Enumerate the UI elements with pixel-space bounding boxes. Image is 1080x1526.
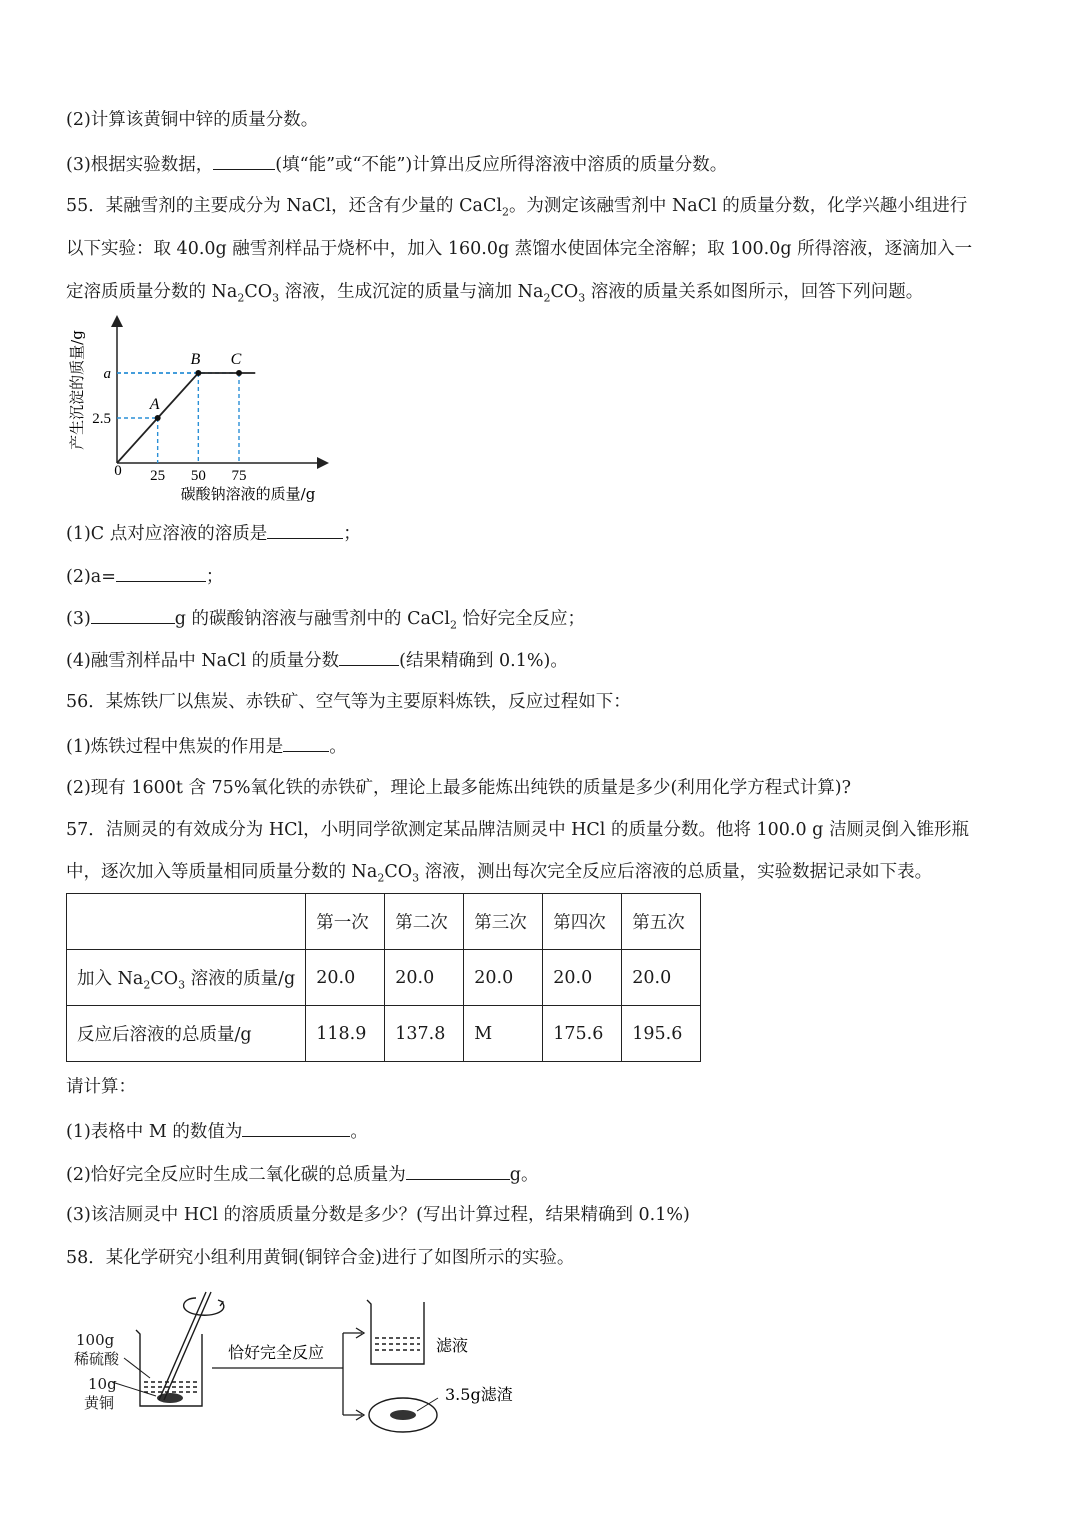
table-header-row (67, 894, 701, 950)
answer-blank[interactable] (91, 605, 175, 624)
q57-stem-line1: 57．洁厕灵的有效成分为 HCl，小明同学欲测定某品牌洁厕灵中 HCl 的质量分数。他将 100.0 g 洁厕灵倒入锥形瓶 (66, 820, 969, 840)
table-row (67, 1006, 701, 1062)
q57-sub1: (1)表格中 M 的数值为 。 (66, 1118, 368, 1144)
point-labels (149, 351, 242, 413)
row-label: 反应后溶液的总质量/g (67, 1006, 306, 1062)
q57-sub2: (2)恰好完全反应时生成二氧化碳的总质量为 g。 (66, 1161, 539, 1187)
table-cell: 195.6 (622, 1006, 701, 1062)
q54-sub2: (2)计算该黄铜中锌的质量分数。 (66, 110, 319, 130)
q55-sub2: (2)a= ； (66, 563, 223, 589)
table-cell: M (464, 1006, 543, 1062)
x-tick-label: 25 (150, 468, 166, 484)
table-header-cell: 第五次 (622, 894, 701, 950)
q57-calc-label: 请计算： (66, 1077, 136, 1097)
brass-mass-label: 10g (88, 1375, 117, 1393)
brass-name-label: 黄铜 (84, 1394, 115, 1412)
answer-blank[interactable] (242, 1118, 350, 1137)
point-label-C: C (230, 351, 242, 368)
filtrate-label: 滤液 (436, 1336, 469, 1355)
origin-label: 0 (114, 463, 122, 479)
q55-stem-line3: 定溶质质量分数的 $Na_2CO_3$ 溶液，生成沉淀的质量与滴加 $Na_2CO_3$ 溶液的质量关系如图所示，回答下列问题。 (66, 282, 924, 305)
q54-sub3: (3)根据实验数据， (填“能”或“不能”)计算出反应所得溶液中溶质的质量分数。 (66, 151, 727, 177)
point-label-B: B (190, 351, 201, 368)
filtrate-beaker-icon (367, 1300, 424, 1364)
table-cell: 20.0 (543, 950, 622, 1006)
q55-stem-line2: 以下实验：取 40.0g 融雪剂样品于烧杯中，加入 160.0g 蒸馏水使固体完全溶解；取 100.0g 所得溶液，逐滴加入一 (66, 239, 973, 259)
answer-blank[interactable] (213, 151, 275, 170)
table-header-cell: 第四次 (543, 894, 622, 950)
q56-sub2: (2)现有 1600t 含 75%氧化铁的赤铁矿，理论上最多能炼出纯铁的质量是多少(利用化学方程式计算)? (66, 778, 851, 798)
table-row (67, 950, 701, 1006)
reaction-label: 恰好完全反应 (227, 1343, 325, 1362)
acid-mass-label: 100g (76, 1331, 115, 1349)
data-point-C (236, 370, 242, 376)
table-cell: 118.9 (306, 1006, 385, 1062)
residue-icon (390, 1410, 416, 1420)
table-corner-cell (67, 894, 306, 950)
y-axis-label: 产生沉淀的质量/g (68, 330, 86, 450)
answer-blank[interactable] (406, 1161, 510, 1180)
q57-sub3: (3)该洁厕灵中 HCl 的溶质质量分数是多少？(写出计算过程，结果精确到 0.1%) (66, 1205, 690, 1225)
data-table (66, 893, 701, 1062)
point-label-A: A (149, 396, 160, 413)
q55-sub3: (3) g 的碳酸钠溶液与融雪剂中的 CaCl$_2$ 恰好完全反应； (66, 605, 585, 631)
acid-name-label: 稀硫酸 (74, 1350, 120, 1368)
table-cell: 20.0 (306, 950, 385, 1006)
q55-stem-line1: 55．某融雪剂的主要成分为 NaCl，还含有少量的 CaCl$_2$。为测定该融雪剂中 NaCl 的质量分数，化学兴趣小组进行 (66, 196, 968, 219)
y-tick-label: a (103, 366, 111, 382)
table-cell: 20.0 (464, 950, 543, 1006)
q55-sub1: (1)C 点对应溶液的溶质是 ； (66, 520, 361, 546)
table-cell: 175.6 (543, 1006, 622, 1062)
x-tick-label: 50 (190, 468, 206, 484)
series-line (117, 373, 255, 463)
answer-blank[interactable] (339, 647, 399, 666)
table-cell: 137.8 (385, 1006, 464, 1062)
x-tick-label: 75 (231, 468, 247, 484)
x-axis-label: 碳酸钠溶液的质量/g (180, 485, 316, 503)
stirring-rod-icon (159, 1292, 224, 1400)
answer-blank[interactable] (267, 520, 343, 539)
answer-blank[interactable] (283, 733, 329, 752)
table-cell: 20.0 (622, 950, 701, 1006)
table-cell: 20.0 (385, 950, 464, 1006)
q57-stem-line2: 中，逐次加入等质量相同质量分数的 $Na_2CO_3$ 溶液，测出每次完全反应后溶液的总质量，实验数据记录如下表。 (66, 862, 933, 885)
table-header-cell: 第一次 (306, 894, 385, 950)
q55-sub4: (4)融雪剂样品中 NaCl 的质量分数 (结果精确到 0.1%)。 (66, 647, 568, 673)
data-point-B (195, 370, 201, 376)
y-tick-label: 2.5 (92, 411, 111, 427)
brass-experiment-diagram (60, 1278, 540, 1448)
guide-lines (117, 373, 239, 463)
table-header-cell: 第二次 (385, 894, 464, 950)
answer-blank[interactable] (116, 563, 206, 582)
table-header-cell: 第三次 (464, 894, 543, 950)
residue-label: 3.5g滤渣 (445, 1385, 513, 1404)
branch-arrows (343, 1328, 364, 1420)
q56-stem: 56．某炼铁厂以焦炭、赤铁矿、空气等为主要原料炼铁，反应过程如下： (66, 692, 631, 712)
precipitate-chart (60, 310, 360, 510)
data-point-A (155, 415, 161, 421)
row-label: 加入 $Na_2CO_3$ 溶液的质量/g (67, 950, 306, 1006)
q58-stem: 58．某化学研究小组利用黄铜(铜锌合金)进行了如图所示的实验。 (66, 1248, 575, 1268)
q56-sub1: (1)炼铁过程中焦炭的作用是 。 (66, 733, 347, 759)
